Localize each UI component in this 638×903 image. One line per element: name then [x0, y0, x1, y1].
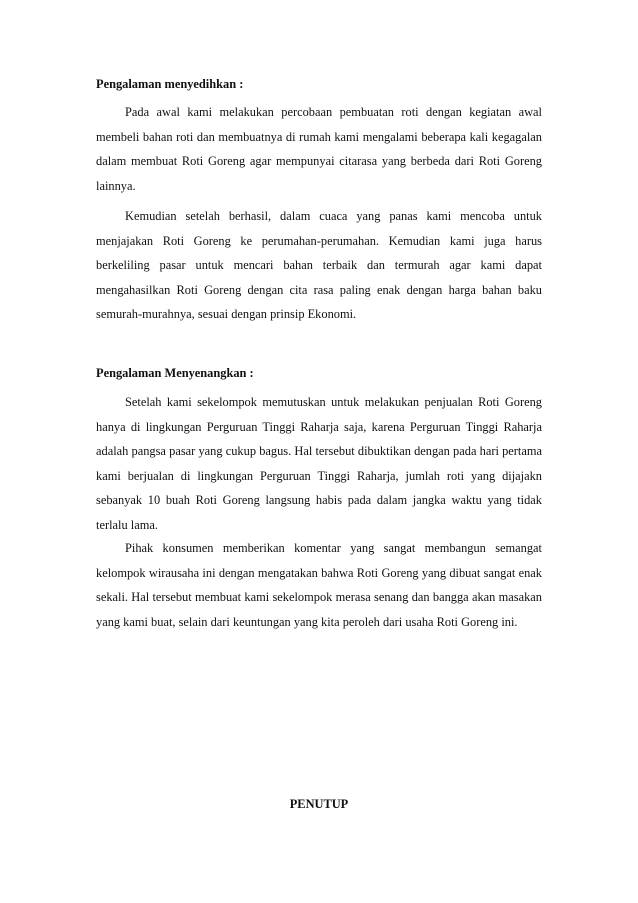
paragraph-happy-experience-1: Setelah kami sekelompok memutuskan untuk melakukan penjualan Roti Goreng hanya di lingkungan Perguruan Tinggi Raharja saja, karena Perguruan Tinggi Raharja adalah pangsa pasar yang cukup bagus. Hal tersebut dibuktikan dengan pada hari pertama kami berjualan di lingkungan Perguruan Tinggi Raharja, jumlah roti yang dijajakn sebanyak 10 buah Roti Goreng langsung habis pada dalam jangka waktu yang tidak terlalu lama. — [96, 395, 542, 532]
section-heading-happy-experience: Pengalaman Menyenangkan : — [96, 366, 254, 380]
closing-title: PENUTUP — [289, 797, 349, 811]
paragraph-sad-experience-2: Kemudian setelah berhasil, dalam cuaca yang panas kami mencoba untuk menjajakan Roti Goreng ke perumahan-perumahan. Kemudian kami juga harus berkeliling pasar untuk mencari bahan terbaik dan termurah agar kami dapat mengahasilkan Roti Goreng dengan cita rasa paling enak dengan harga bahan baku semurah-murahnya, sesuai dengan prinsip Ekonomi. — [96, 209, 542, 321]
paragraph-sad-experience-1: Pada awal kami melakukan percobaan pembuatan roti dengan kegiatan awal membeli bahan roti dan membuatnya di rumah kami mengalami beberapa kali kegagalan dalam membuat Roti Goreng agar mempunyai citarasa yang berbeda dari Roti Goreng lainnya. — [96, 105, 542, 193]
paragraph-happy-experience-2: Pihak konsumen memberikan komentar yang sangat membangun semangat kelompok wirausaha ini dengan mengatakan bahwa Roti Goreng yang dibuat sangat enak sekali. Hal tersebut membuat kami sekelompok merasa senang dan bangga akan masakan yang kami buat, selain dari keuntungan yang kita peroleh dari usaha Roti Goreng ini. — [96, 541, 542, 629]
section-heading-sad-experience: Pengalaman menyedihkan : — [96, 77, 244, 91]
